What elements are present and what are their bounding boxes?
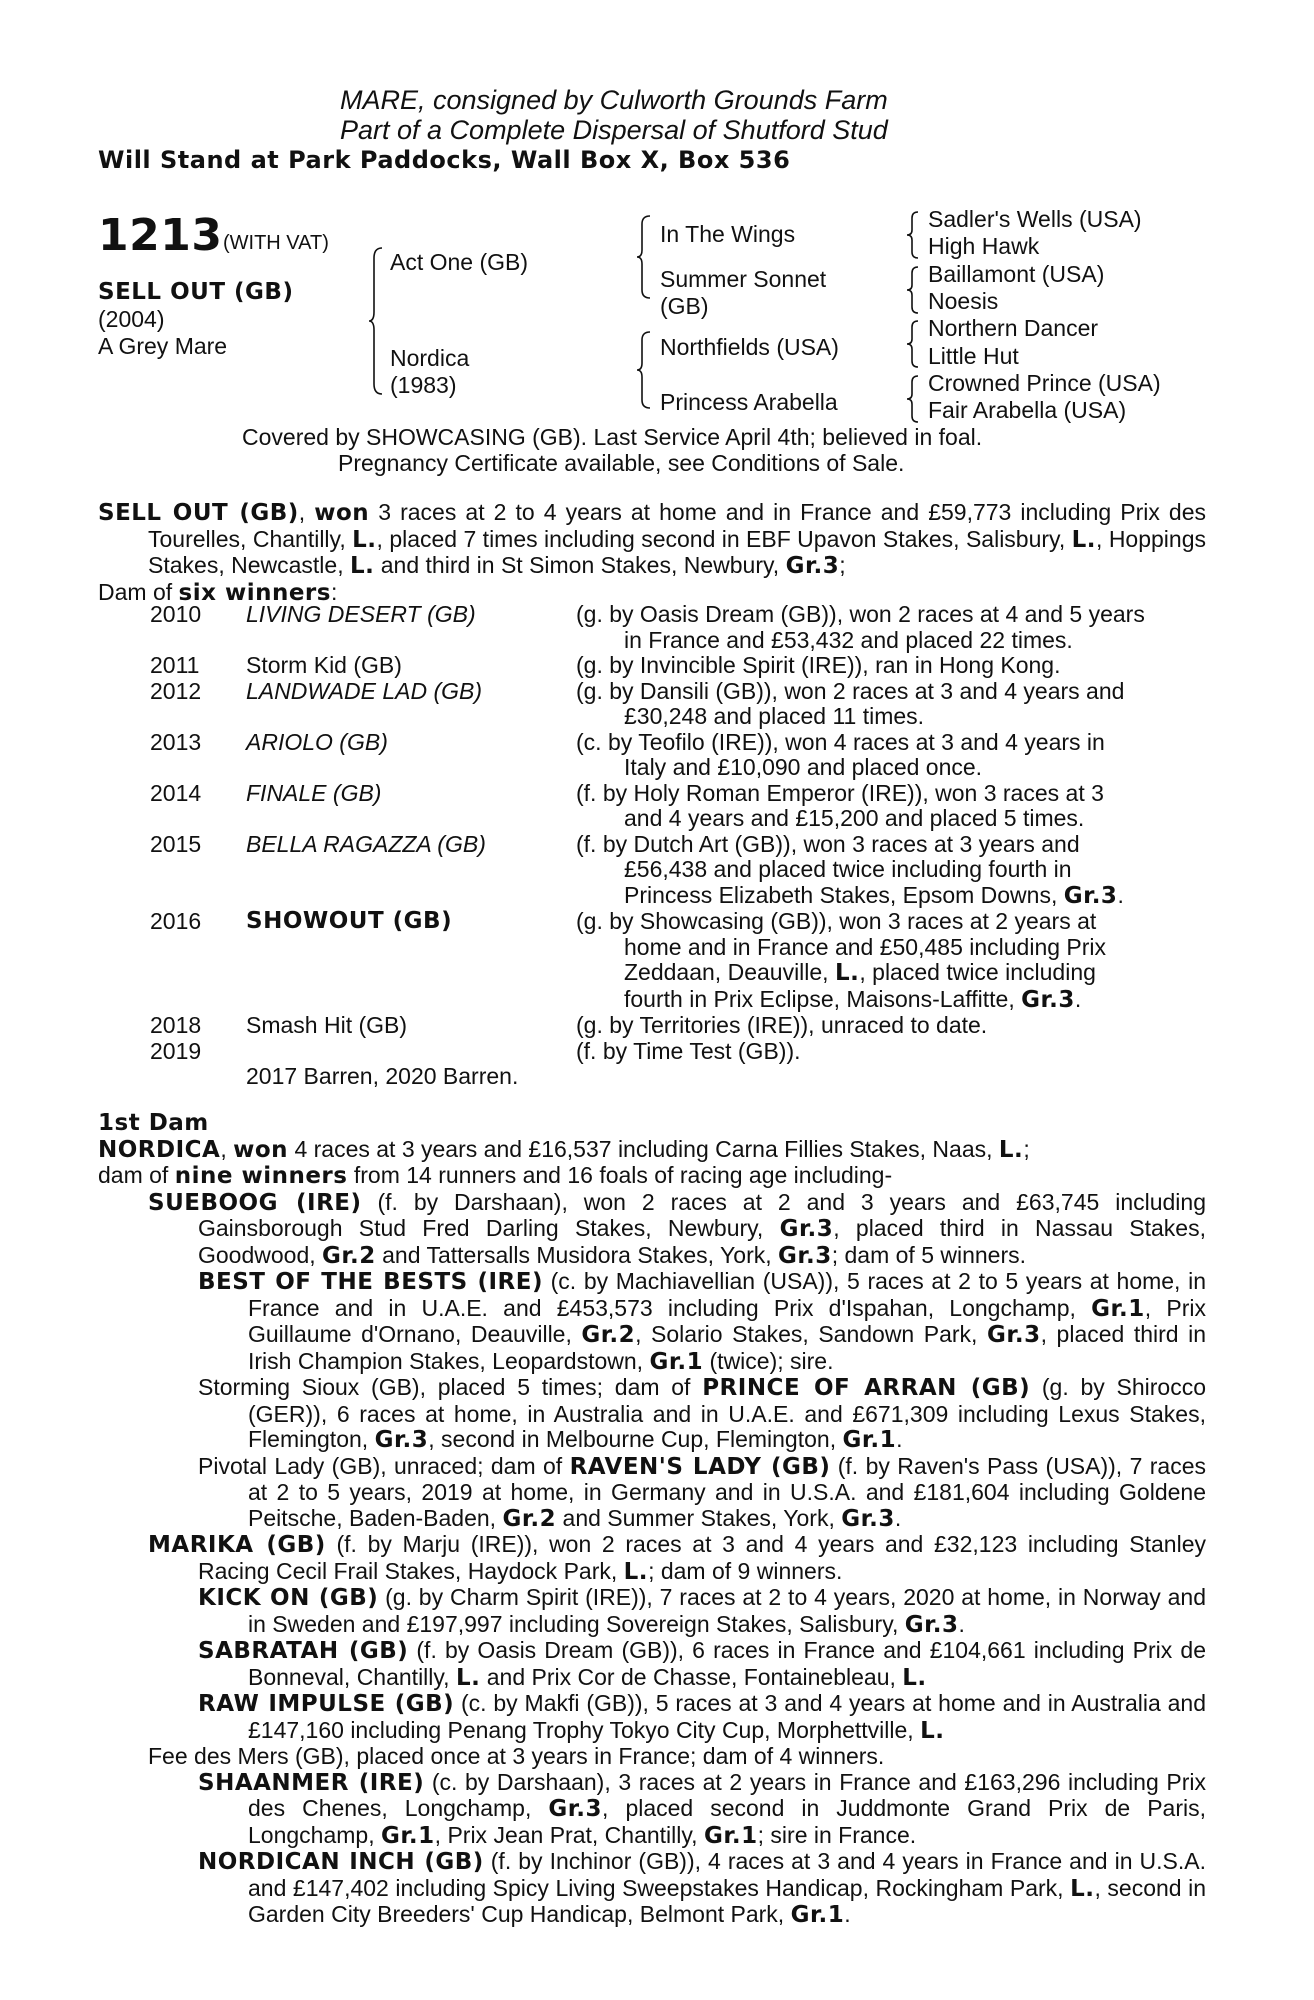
- vat-label: (WITH VAT): [223, 232, 329, 254]
- lot-year: (2004): [98, 306, 165, 332]
- progeny-name: ARIOLO (GB): [246, 728, 388, 755]
- family-entry-shaanmer: SHAANMER (IRE) (c. by Darshaan), 3 races at 2 years in France and £163,296 including Prix des Chenes, Longchamp, Gr.3, placed second in Juddmonte Grand Prix de Paris, Longchamp, Gr.1, Prix Jean Prat, Chantilly, Gr.1; sire in France.: [198, 1768, 1207, 1849]
- family-entry-sabratah: SABRATAH (GB) (f. by Oasis Dream (GB)), 6 races in France and £104,661 including Prix de Bonneval, Chantilly, L. and Prix Cor de Chasse, Fontainebleau, L.: [198, 1637, 1207, 1691]
- progeny-row: [150, 653, 1206, 679]
- family-entry-best-of-the-bests: BEST OF THE BESTS (IRE) (c. by Machiavellian (USA)), 5 races at 2 to 5 years at home, in France and in U.A.E. and £453,573 including Prix d'Ispahan, Longchamp, Gr.1, Prix Guillaume d'Ornano, Deauville, Gr.2, Solario Stakes, Sandown Park, Gr.3, placed third in Irish Champion Stakes, Leopardstown, Gr.1 (twice); sire.: [198, 1268, 1207, 1375]
- stand-line: Will Stand at Park Paddocks, Wall Box X, Box 536: [98, 146, 791, 174]
- pedigree-grandsire-2b: (GB): [660, 293, 709, 319]
- racing-text: 3 races at 2 to 4 years at home and in France and £59,773 including Prix des Tourelles, Chantilly,: [148, 499, 1206, 552]
- progeny-name: LIVING DESERT (GB): [246, 601, 476, 627]
- progeny-name: SHOWOUT (GB): [246, 908, 453, 934]
- progeny-year: 2010: [150, 601, 202, 627]
- barren-row: [150, 1064, 1206, 1090]
- barren-years: 2017 Barren, 2020 Barren.: [246, 1063, 519, 1089]
- progeny-table: [150, 602, 1206, 1090]
- progeny-row: [150, 602, 1206, 653]
- pedigree-ggs-1: Sadler's Wells (USA): [928, 206, 1142, 232]
- pedigree-brace-sire: [636, 214, 652, 300]
- progeny-desc: (g. by Dansili (GB)), won 2 races at 3 and 4 years and £30,248 and placed 11 times.: [576, 677, 1125, 729]
- pedigree-grandsire-1: In The Wings: [660, 221, 796, 247]
- pregnancy-line: Pregnancy Certificate available, see Conditions of Sale.: [338, 450, 905, 476]
- pedigree-grandsire-2a: Summer Sonnet: [660, 266, 827, 292]
- dam-of-label: Dam of: [98, 578, 179, 605]
- progeny-desc: (f. by Time Test (GB)).: [576, 1037, 801, 1064]
- progeny-row: [150, 781, 1206, 832]
- pedigree-ggs-7: Crowned Prince (USA): [928, 370, 1161, 396]
- family-entry-storming-sioux: Storming Sioux (GB), placed 5 times; dam of PRINCE OF ARRAN (GB) (g. by Shirocco (GER)), 6 races at home, in Australia and in U.A.E. and £671,309 including Lexus Stakes, Flemington, Gr.3, second in Melbourne Cup, Flemington, Gr.1.: [198, 1374, 1206, 1453]
- pedigree-brace-g3: [906, 319, 920, 369]
- pedigree-ggs-4: Noesis: [928, 288, 999, 314]
- listed-tag: L.: [352, 526, 377, 553]
- pedigree-ggs-3: Baillamont (USA): [928, 261, 1105, 287]
- progeny-name: LANDWADE LAD (GB): [246, 677, 483, 704]
- pedigree-dam: Nordica: [390, 345, 470, 371]
- progeny-name: Storm Kid (GB): [246, 652, 402, 678]
- first-dam-heading: 1st Dam: [98, 1110, 209, 1136]
- family-entry-fee-des-mers: Fee des Mers (GB), placed once at 3 years in France; dam of 4 winners.: [148, 1743, 885, 1769]
- pedigree-ggs-2: High Hawk: [928, 233, 1040, 259]
- pedigree-brace-g2: [906, 265, 920, 315]
- racing-text: , placed 7 times including second in EBF Upavon Stakes, Salisbury,: [376, 525, 1072, 552]
- progeny-year: 2011: [150, 652, 200, 678]
- won-label: won: [233, 1136, 289, 1163]
- listed-tag: L.: [1071, 526, 1097, 553]
- lot-name: SELL OUT (GB): [98, 279, 294, 305]
- lot-number: 1213: [98, 210, 223, 261]
- progeny-year: 2018: [150, 1012, 202, 1038]
- racing-text: ;: [839, 552, 846, 578]
- progeny-desc: (g. by Showcasing (GB)), won 3 races at 2 years at home and in France and £50,485 including Prix Zeddaan, Deauville, L., placed twice including fourth in Prix Eclipse, Maisons-Laffitte, Gr.3.: [576, 908, 1107, 1013]
- progeny-name: Smash Hit (GB): [246, 1012, 408, 1038]
- family-entry-kick-on: KICK ON (GB) (g. by Charm Spirit (IRE)), 7 races at 2 to 4 years, 2020 at home, in Norway and in Sweden and £197,997 including Sovereign Stakes, Salisbury, Gr.3.: [198, 1584, 1206, 1638]
- pedigree-grandsire-4: Princess Arabella: [660, 389, 838, 415]
- family-entry-sueboog: SUEBOOG (IRE) (f. by Darshaan), won 2 races at 2 and 3 years and £63,745 including Gainsborough Stud Fred Darling Stakes, Newbury, Gr.3, placed third in Nassau Stakes, Goodwood, Gr.2 and Tattersalls Musidora Stakes, York, Gr.3; dam of 5 winners.: [148, 1188, 1206, 1269]
- listed-tag: L.: [349, 553, 375, 579]
- lot-description: A Grey Mare: [98, 333, 228, 359]
- first-dam-section: 1st Dam NORDICA, won 4 races at 3 years and £16,537 including Carna Fillies Stakes, Naas, L.; dam of nine winners from 14 runners and 16 foals of racing age including- SUEBOOG (IRE) (f. by Darshaan), won 2 races at 2 and 3 years and £63,745 including Gainsborough Stud Fred Darling Stakes, Newbury, Gr.3, placed third in Nassau Stakes, Goodwood, Gr.2 and Tattersalls Musidora Stakes, York, Gr.3; dam of 5 winners. BEST OF THE BESTS (IRE) (c. by Machiavellian (USA)), 5 races at 2 to 5 years at home, in France and in U.A.E. and £453,573 including Prix d'Ispahan, Longchamp, Gr.1, Prix Guillaume d'Ornano, Deauville, Gr.2, Solario Stakes, Sandown Park, Gr.3, placed third in Irish Champion Stakes, Leopardstown, Gr.1 (twice); sire. Storming Sioux (GB), placed 5 times; dam of PRINCE OF ARRAN (GB) (g. by Shirocco (GER)), 6 races at home, in Australia and in U.A.E. and £671,309 including Lexus Stakes, Flemington, Gr.3, second in Melbourne Cup, Flemington, Gr.1. Pivotal Lady (GB), unraced; dam of RAVEN'S LADY (GB) (f. by Raven's Pass (USA)), 7 races at 2 to 5 years, 2019 at home, in Germany and in U.S.A. and £181,604 including Goldene Peitsche, Baden-Baden, Gr.2 and Summer Stakes, York, Gr.3. MARIKA (GB) (f. by Marju (IRE)), won 2 races at 3 and 4 years and £32,123 including Stanley Racing Cecil Frail Stakes, Haydock Park, L.; dam of 9 winners. KICK ON (GB) (g. by Charm Spirit (IRE)), 7 races at 2 to 4 years, 2020 at home, in Norway and in Sweden and £197,997 including Sovereign Stakes, Salisbury, Gr.3. SABRATAH (GB) (f. by Oasis Dream (GB)), 6 races in France and £104,661 including Prix de Bonneval, Chantilly, L. and Prix Cor de Chasse, Fontainebleau, L. RAW IMPULSE (GB) (c. by Makfi (GB)), 5 races at 3 and 4 years at home and in Australia and £147,160 including Penang Trophy Tokyo City Cup, Morphettville, L. Fee des Mers (GB), placed once at 3 years in France; dam of 4 winners. SHAANMER (IRE) (c. by Darshaan), 3 races at 2 years in France and £163,296 including Prix des Chenes, Longchamp, Gr.3, placed second in Juddmonte Grand Prix de Paris, Longchamp, Gr.1, Prix Jean Prat, Chantilly, Gr.1; sire in France. NORDICAN INCH (GB) (f. by Inchinor (GB)), 4 races at 3 and 4 years in France and in U.S.A. and £147,402 including Spicy Living Sweepstakes Handicap, Rockingham Park, L., second in Garden City Breeders' Cup Handicap, Belmont Park, Gr.1.: [98, 1110, 1207, 1928]
- progeny-row: [150, 832, 1206, 910]
- progeny-name: BELLA RAGAZZA (GB): [246, 830, 486, 857]
- progeny-year: 2015: [150, 830, 202, 857]
- progeny-row: [150, 730, 1206, 781]
- pedigree-sire: Act One (GB): [390, 249, 529, 275]
- progeny-year: 2012: [150, 677, 202, 704]
- progeny-name: [246, 1039, 576, 1065]
- family-entry-nordican-inch: NORDICAN INCH (GB) (f. by Inchinor (GB)), 4 races at 3 and 4 years in France and in U.S.A. and £147,402 including Spicy Living Sweepstakes Handicap, Rockingham Park, L., second in Garden City Breeders' Cup Handicap, Belmont Park, Gr.1.: [198, 1848, 1206, 1928]
- progeny-row: [150, 679, 1206, 730]
- progeny-name: FINALE (GB): [246, 779, 382, 806]
- pedigree-brace-g1: [906, 210, 920, 260]
- progeny-desc: (g. by Invincible Spirit (IRE)), ran in Hong Kong.: [576, 652, 1061, 678]
- progeny-row: [150, 1013, 1206, 1039]
- progeny-desc: (c. by Teofilo (IRE)), won 4 races at 3 and 4 years in Italy and £10,090 and placed once.: [576, 728, 1105, 780]
- dispersal-line: Part of a Complete Dispersal of Shutford Stud: [340, 115, 888, 145]
- dam-of-end: :: [330, 578, 338, 605]
- progeny-year: 2019: [150, 1037, 202, 1064]
- pedigree-ggs-6: Little Hut: [928, 343, 1019, 369]
- progeny-year: 2014: [150, 779, 202, 806]
- family-entry-marika: MARIKA (GB) (f. by Marju (IRE)), won 2 races at 3 and 4 years and £32,123 including Stanley Racing Cecil Frail Stakes, Haydock Park, L.; dam of 9 winners.: [148, 1531, 1206, 1585]
- first-dam-name: NORDICA: [98, 1136, 221, 1163]
- won-label: won: [314, 500, 370, 526]
- progeny-row: [150, 1039, 1206, 1065]
- pedigree-dam-year: (1983): [390, 372, 457, 398]
- progeny-desc: (g. by Oasis Dream (GB)), won 2 races at 4 and 5 years in France and £53,432 and placed 22 times.: [576, 601, 1145, 653]
- pedigree-grandsire-3: Northfields (USA): [660, 334, 839, 360]
- family-entry-pivotal-lady: Pivotal Lady (GB), unraced; dam of RAVEN'S LADY (GB) (f. by Raven's Pass (USA)), 7 races at 2 to 5 years, 2019 at home, in Germany and in U.S.A. and £181,604 including Goldene Peitsche, Baden-Baden, Gr.2 and Summer Stakes, York, Gr.3.: [198, 1452, 1206, 1532]
- progeny-row: [150, 909, 1206, 1013]
- family-entry-raw-impulse: RAW IMPULSE (GB) (c. by Makfi (GB)), 5 races at 3 and 4 years at home and in Australia and £147,160 including Penang Trophy Tokyo City Cup, Morphettville, L.: [198, 1690, 1206, 1744]
- racing-text: , Hoppings Stakes, Newcastle,: [148, 525, 1206, 578]
- dam-of-winners: six winners: [178, 579, 331, 606]
- pedigree-ggs-8: Fair Arabella (USA): [928, 397, 1127, 423]
- progeny-desc: (f. by Holy Roman Emperor (IRE)), won 3 races at 3 and 4 years and £15,200 and placed 5 times.: [576, 779, 1104, 831]
- consignor-line: MARE, consigned by Culworth Grounds Farm: [340, 85, 888, 115]
- pedigree-brace-g4: [906, 374, 920, 424]
- first-dam-winners: nine winners: [174, 1163, 348, 1189]
- covered-line: Covered by SHOWCASING (GB). Last Service April 4th; believed in foal.: [242, 424, 983, 450]
- racing-record: SELL OUT (GB), won 3 races at 2 to 4 years at home and in France and £59,773 including Prix des Tourelles, Chantilly, L., placed 7 times including second in EBF Upavon Stakes, Salisbury, L., Hoppings Stakes, Newcastle, L. and third in St Simon Stakes, Newbury, Gr.3; Dam of six winners:: [98, 499, 1206, 606]
- pedigree-brace-main: [368, 246, 384, 396]
- pedigree-ggs-5: Northern Dancer: [928, 315, 1099, 341]
- racing-text: and third in St Simon Stakes, Newbury,: [374, 552, 786, 578]
- group-tag: Gr.3: [785, 553, 840, 579]
- progeny-year: 2013: [150, 728, 202, 755]
- pedigree-brace-dam: [636, 330, 652, 410]
- progeny-desc: (g. by Territories (IRE)), unraced to date.: [576, 1012, 988, 1038]
- progeny-year: 2016: [150, 908, 202, 934]
- progeny-desc: (f. by Dutch Art (GB)), won 3 races at 3 years and £56,438 and placed twice including fourth in Princess Elizabeth Stakes, Epsom Downs, Gr.3.: [576, 830, 1124, 909]
- horse-name: SELL OUT (GB): [98, 500, 299, 526]
